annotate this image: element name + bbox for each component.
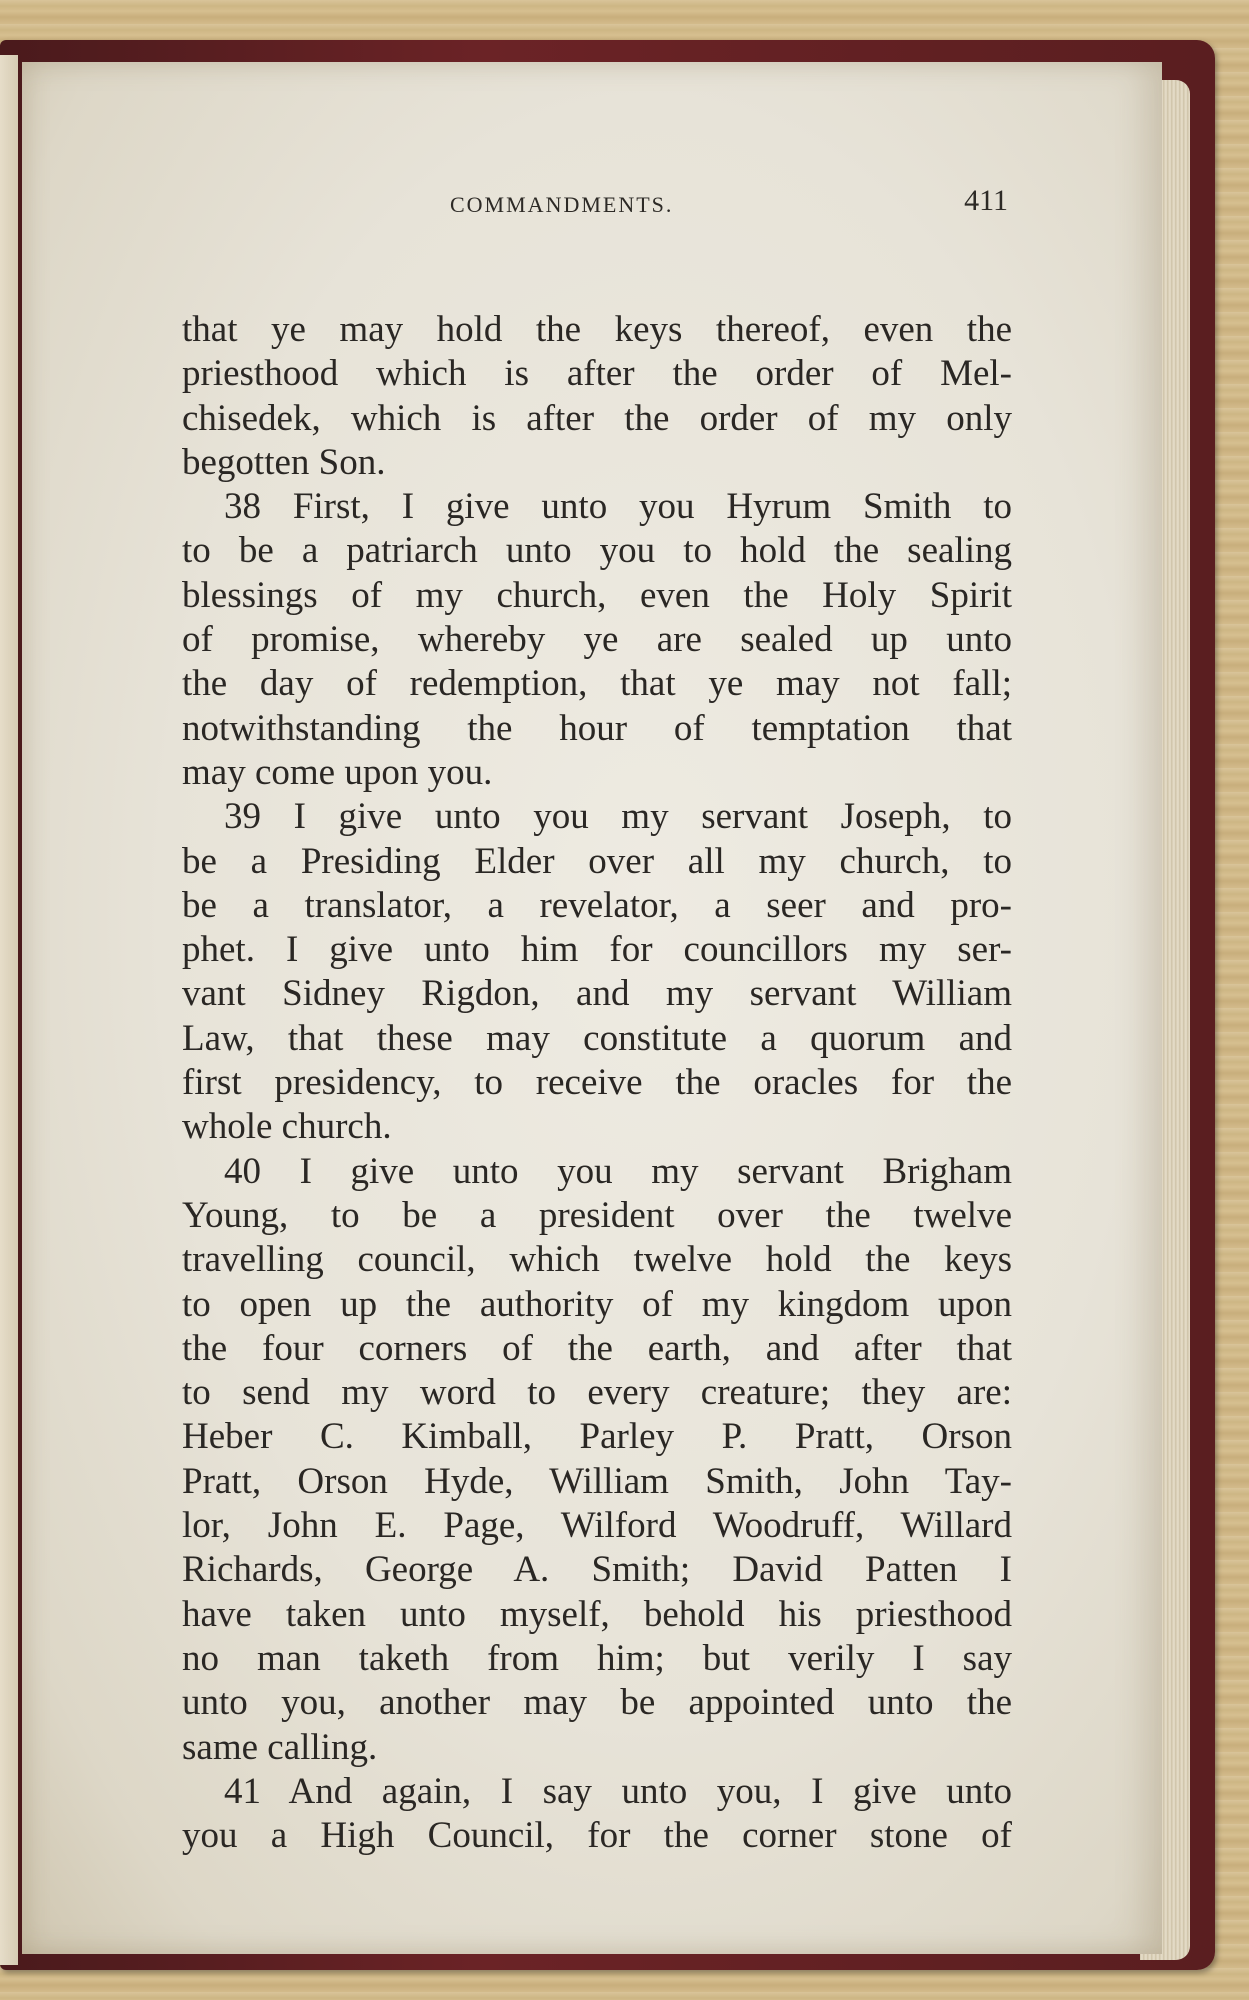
running-head: COMMANDMENTS. [450,192,674,217]
text-line: Young, to be a president over the twelve [182,1194,1012,1236]
text-line: whole church. [182,1106,392,1148]
text-line: that ye may hold the keys thereof, even the [182,309,1012,350]
text-line: 40 I give unto you my servant Brigham [224,1150,1012,1192]
text-line: the four corners of the earth, and after that [182,1327,1012,1369]
text-line: have taken unto myself, behold his priesthood [182,1593,1012,1635]
facing-page-edge [0,55,18,1965]
text-line: travelling council, which twelve hold the keys [182,1239,1012,1281]
text-line: blessings of my church, even the Holy Spirit [182,574,1012,616]
text-line: first presidency, to receive the oracles for the [182,1062,1012,1104]
text-line: be a translator, a revelator, a seer and pro- [182,884,1012,926]
text-line: vant Sidney Rigdon, and my servant William [182,973,1012,1015]
text-line: Law, that these may constitute a quorum and [182,1017,1012,1059]
text-line: no man taketh from him; but verily I say [182,1637,1012,1679]
text-line: to open up the authority of my kingdom upon [182,1283,1012,1325]
text-line: unto you, another may be appointed unto the [182,1682,1012,1724]
text-line: you a High Council, for the corner stone of [182,1815,1012,1857]
text-line: 39 I give unto you my servant Joseph, to [224,796,1012,838]
text-line: Heber C. Kimball, Parley P. Pratt, Orson [182,1416,1012,1458]
text-line: same calling. [182,1726,378,1768]
page-number: 411 [964,184,1008,217]
page-header [150,170,1010,230]
text-line: 41 And again, I say unto you, I give unto [224,1770,1012,1812]
text-line: 38 First, I give unto you Hyrum Smith to [224,486,1012,528]
text-line: may come upon you. [182,751,493,793]
text-line: lor, John E. Page, Wilford Woodruff, Willard [182,1505,1012,1547]
text-line: be a Presiding Elder over all my church, to [182,840,1012,882]
body-text [182,308,1012,1858]
text-line: to be a patriarch unto you to hold the sealing [182,530,1012,572]
text-line: to send my word to every creature; they are: [182,1372,1012,1414]
text-line: phet. I give unto him for councillors my ser- [182,929,1012,971]
text-line: Richards, George A. Smith; David Patten I [182,1549,1012,1591]
text-line: Pratt, Orson Hyde, William Smith, John Tay- [182,1460,1012,1502]
text-line: chisedek, which is after the order of my only [182,397,1012,439]
text-line: of promise, whereby ye are sealed up unto [182,619,1012,661]
text-line: begotten Son. [182,441,386,483]
text-line: priesthood which is after the order of Mel- [182,353,1012,395]
text-line: the day of redemption, that ye may not fall; [182,663,1012,705]
text-line: notwithstanding the hour of temptation that [182,707,1012,749]
